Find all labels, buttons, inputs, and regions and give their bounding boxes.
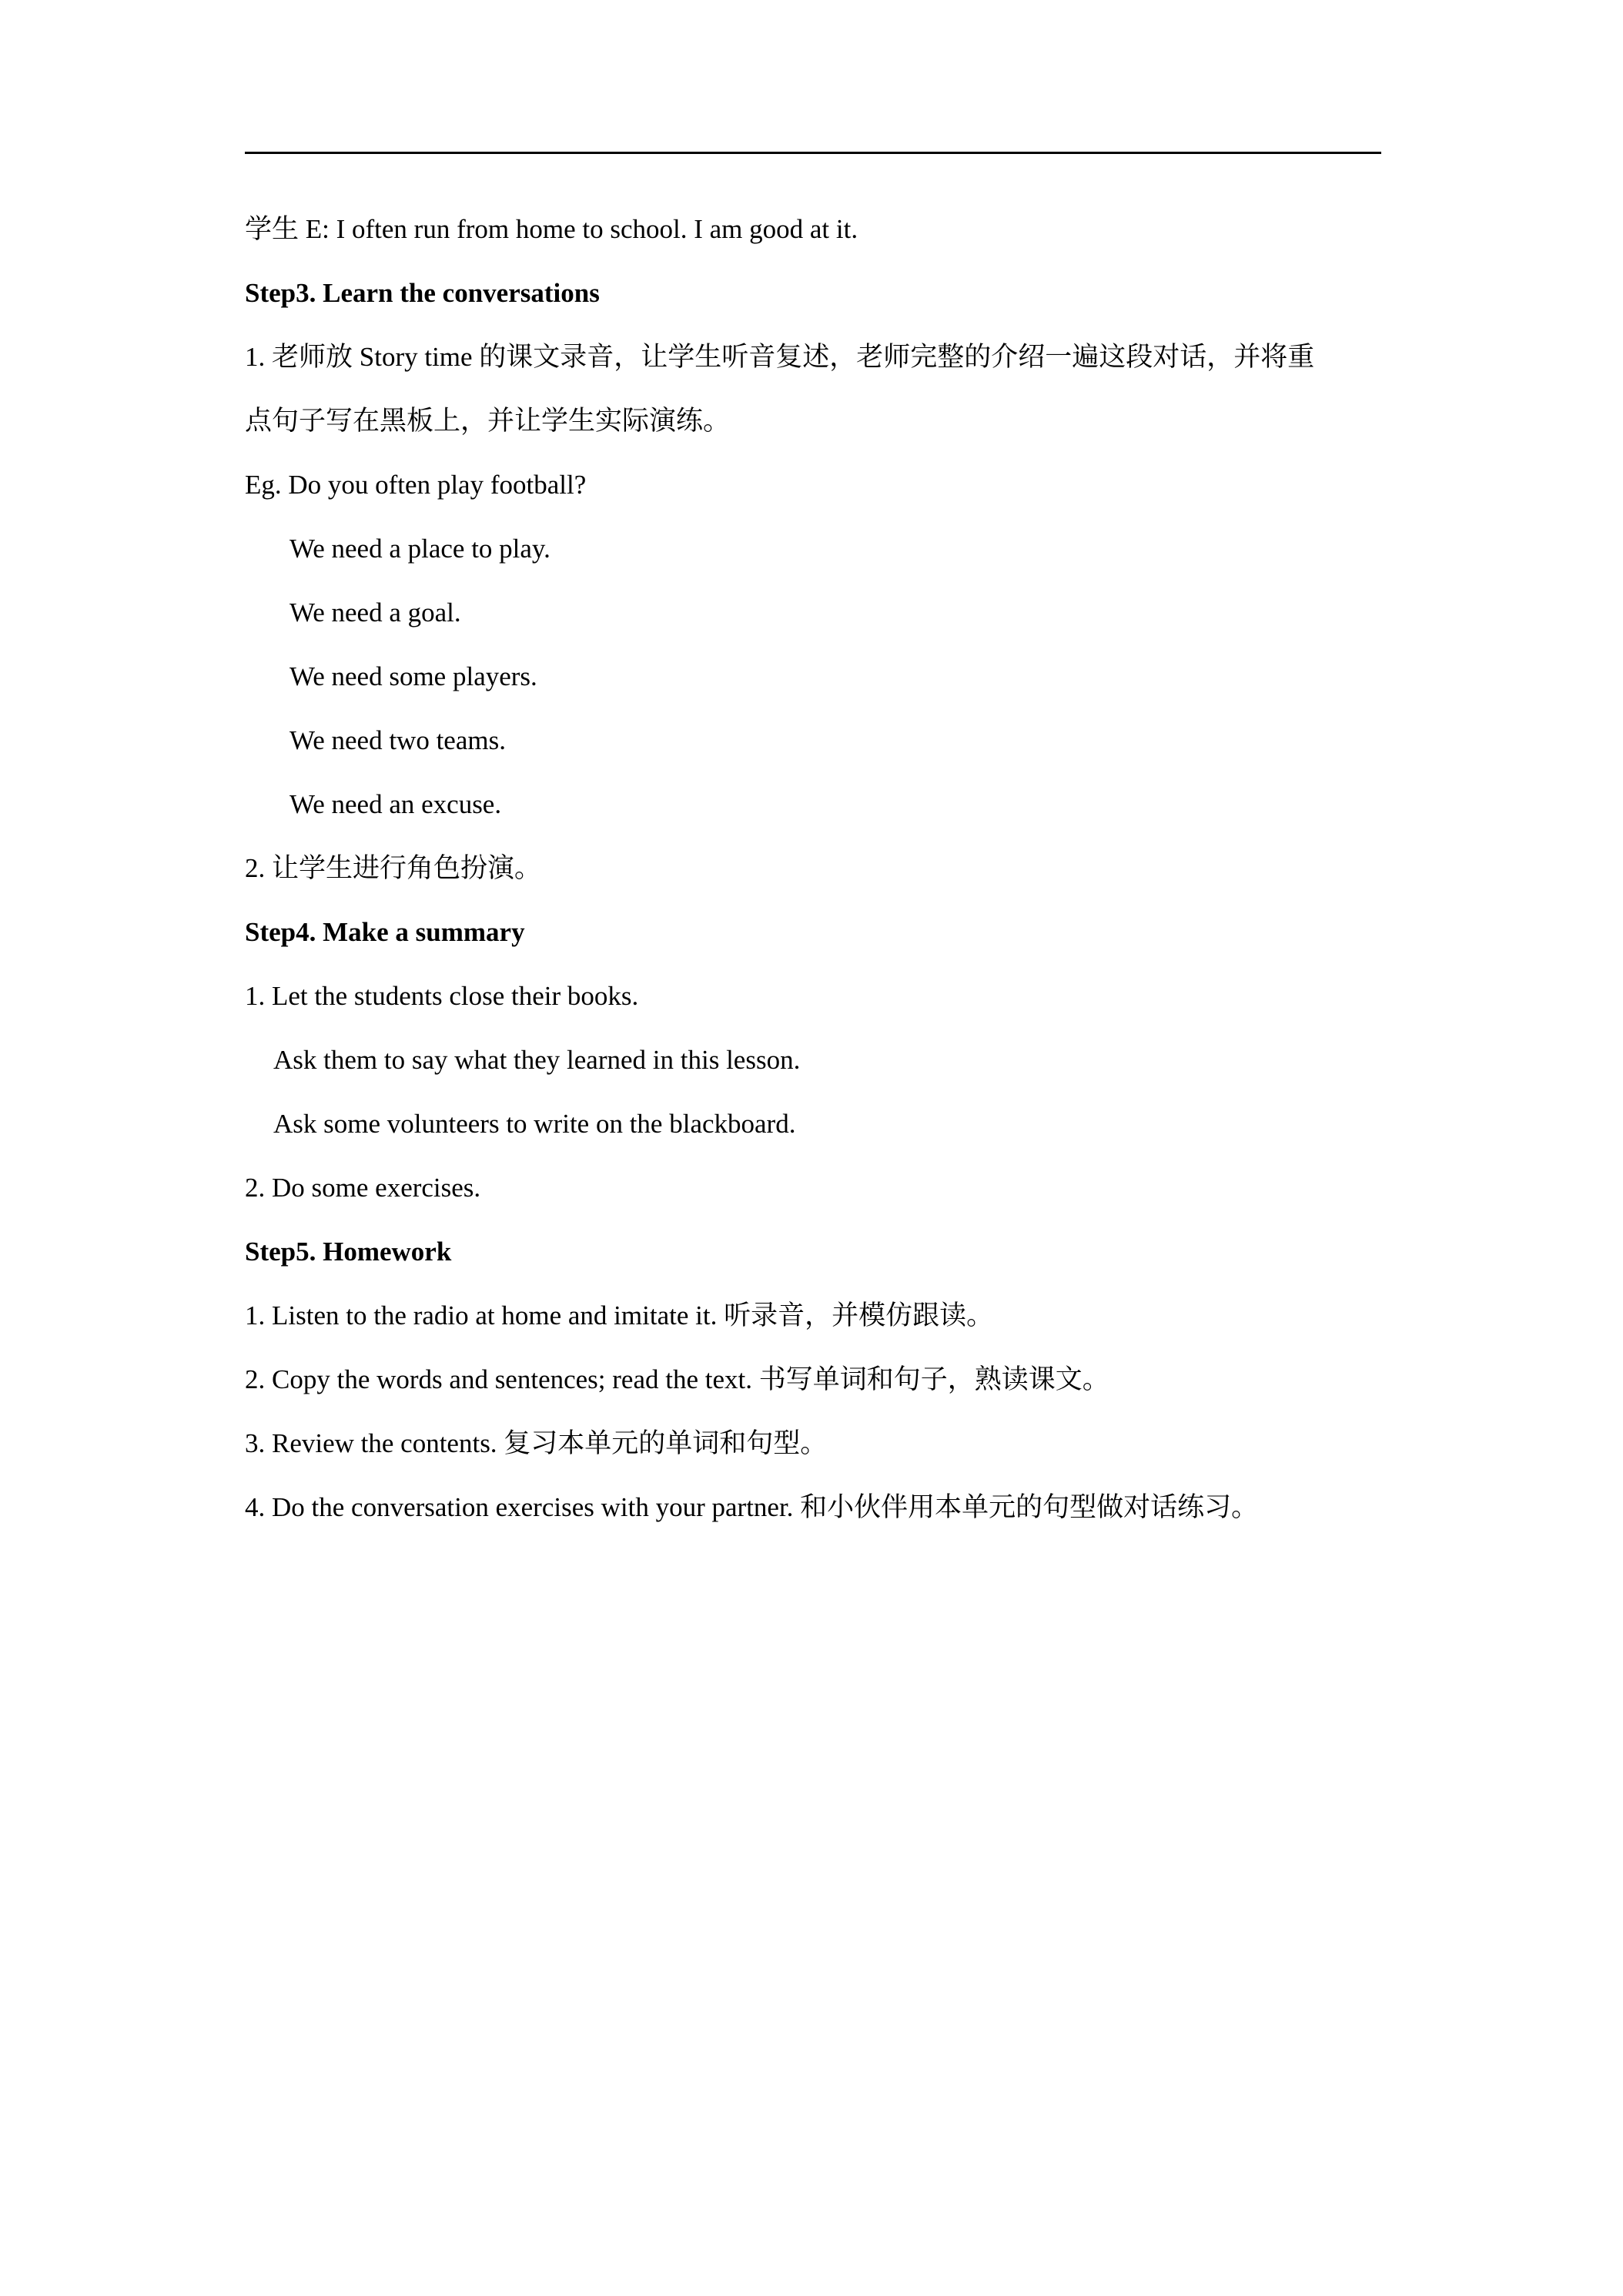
step4-heading: Step4. Make a summary <box>245 917 525 947</box>
homework-item-4: 4. Do the conversation exercises with your partner. 和小伙伴用本单元的句型做对话练习。 <box>245 1492 1259 1522</box>
homework-item-3: 3. Review the contents. 复习本单元的单词和句型。 <box>245 1428 828 1458</box>
step4-item-1-continued-2: Ask some volunteers to write on the blackboard. <box>273 1109 796 1139</box>
step4-item-1-continued-1: Ask them to say what they learned in this lesson. <box>273 1045 801 1075</box>
example-question: Eg. Do you often play football? <box>245 470 587 500</box>
step3-item-2: 2. 让学生进行角色扮演。 <box>245 853 542 883</box>
example-sentence-3: We need some players. <box>289 661 537 691</box>
header-rule <box>245 152 1381 154</box>
student-e-line: 学生 E: I often run from home to school. I am good at it. <box>245 214 858 244</box>
step3-item-1-line-2: 点句子写在黑板上，并让学生实际演练。 <box>245 406 731 436</box>
homework-item-2: 2. Copy the words and sentences; read the text. 书写单词和句子，熟读课文。 <box>245 1364 1109 1394</box>
step3-item-1-line-1: 1. 老师放 Story time 的课文录音，让学生听音复述，老师完整的介绍一遍这段对话，并将重 <box>245 342 1315 372</box>
step4-item-2: 2. Do some exercises. <box>245 1173 481 1203</box>
step4-item-1: 1. Let the students close their books. <box>245 981 639 1011</box>
example-sentence-5: We need an excuse. <box>289 789 502 819</box>
homework-item-1: 1. Listen to the radio at home and imitate it. 听录音，并模仿跟读。 <box>245 1300 994 1330</box>
step3-heading: Step3. Learn the conversations <box>245 278 600 308</box>
example-sentence-4: We need two teams. <box>289 725 506 755</box>
example-sentence-2: We need a goal. <box>289 597 461 628</box>
example-sentence-1: We need a place to play. <box>289 534 550 564</box>
step5-heading: Step5. Homework <box>245 1237 452 1267</box>
